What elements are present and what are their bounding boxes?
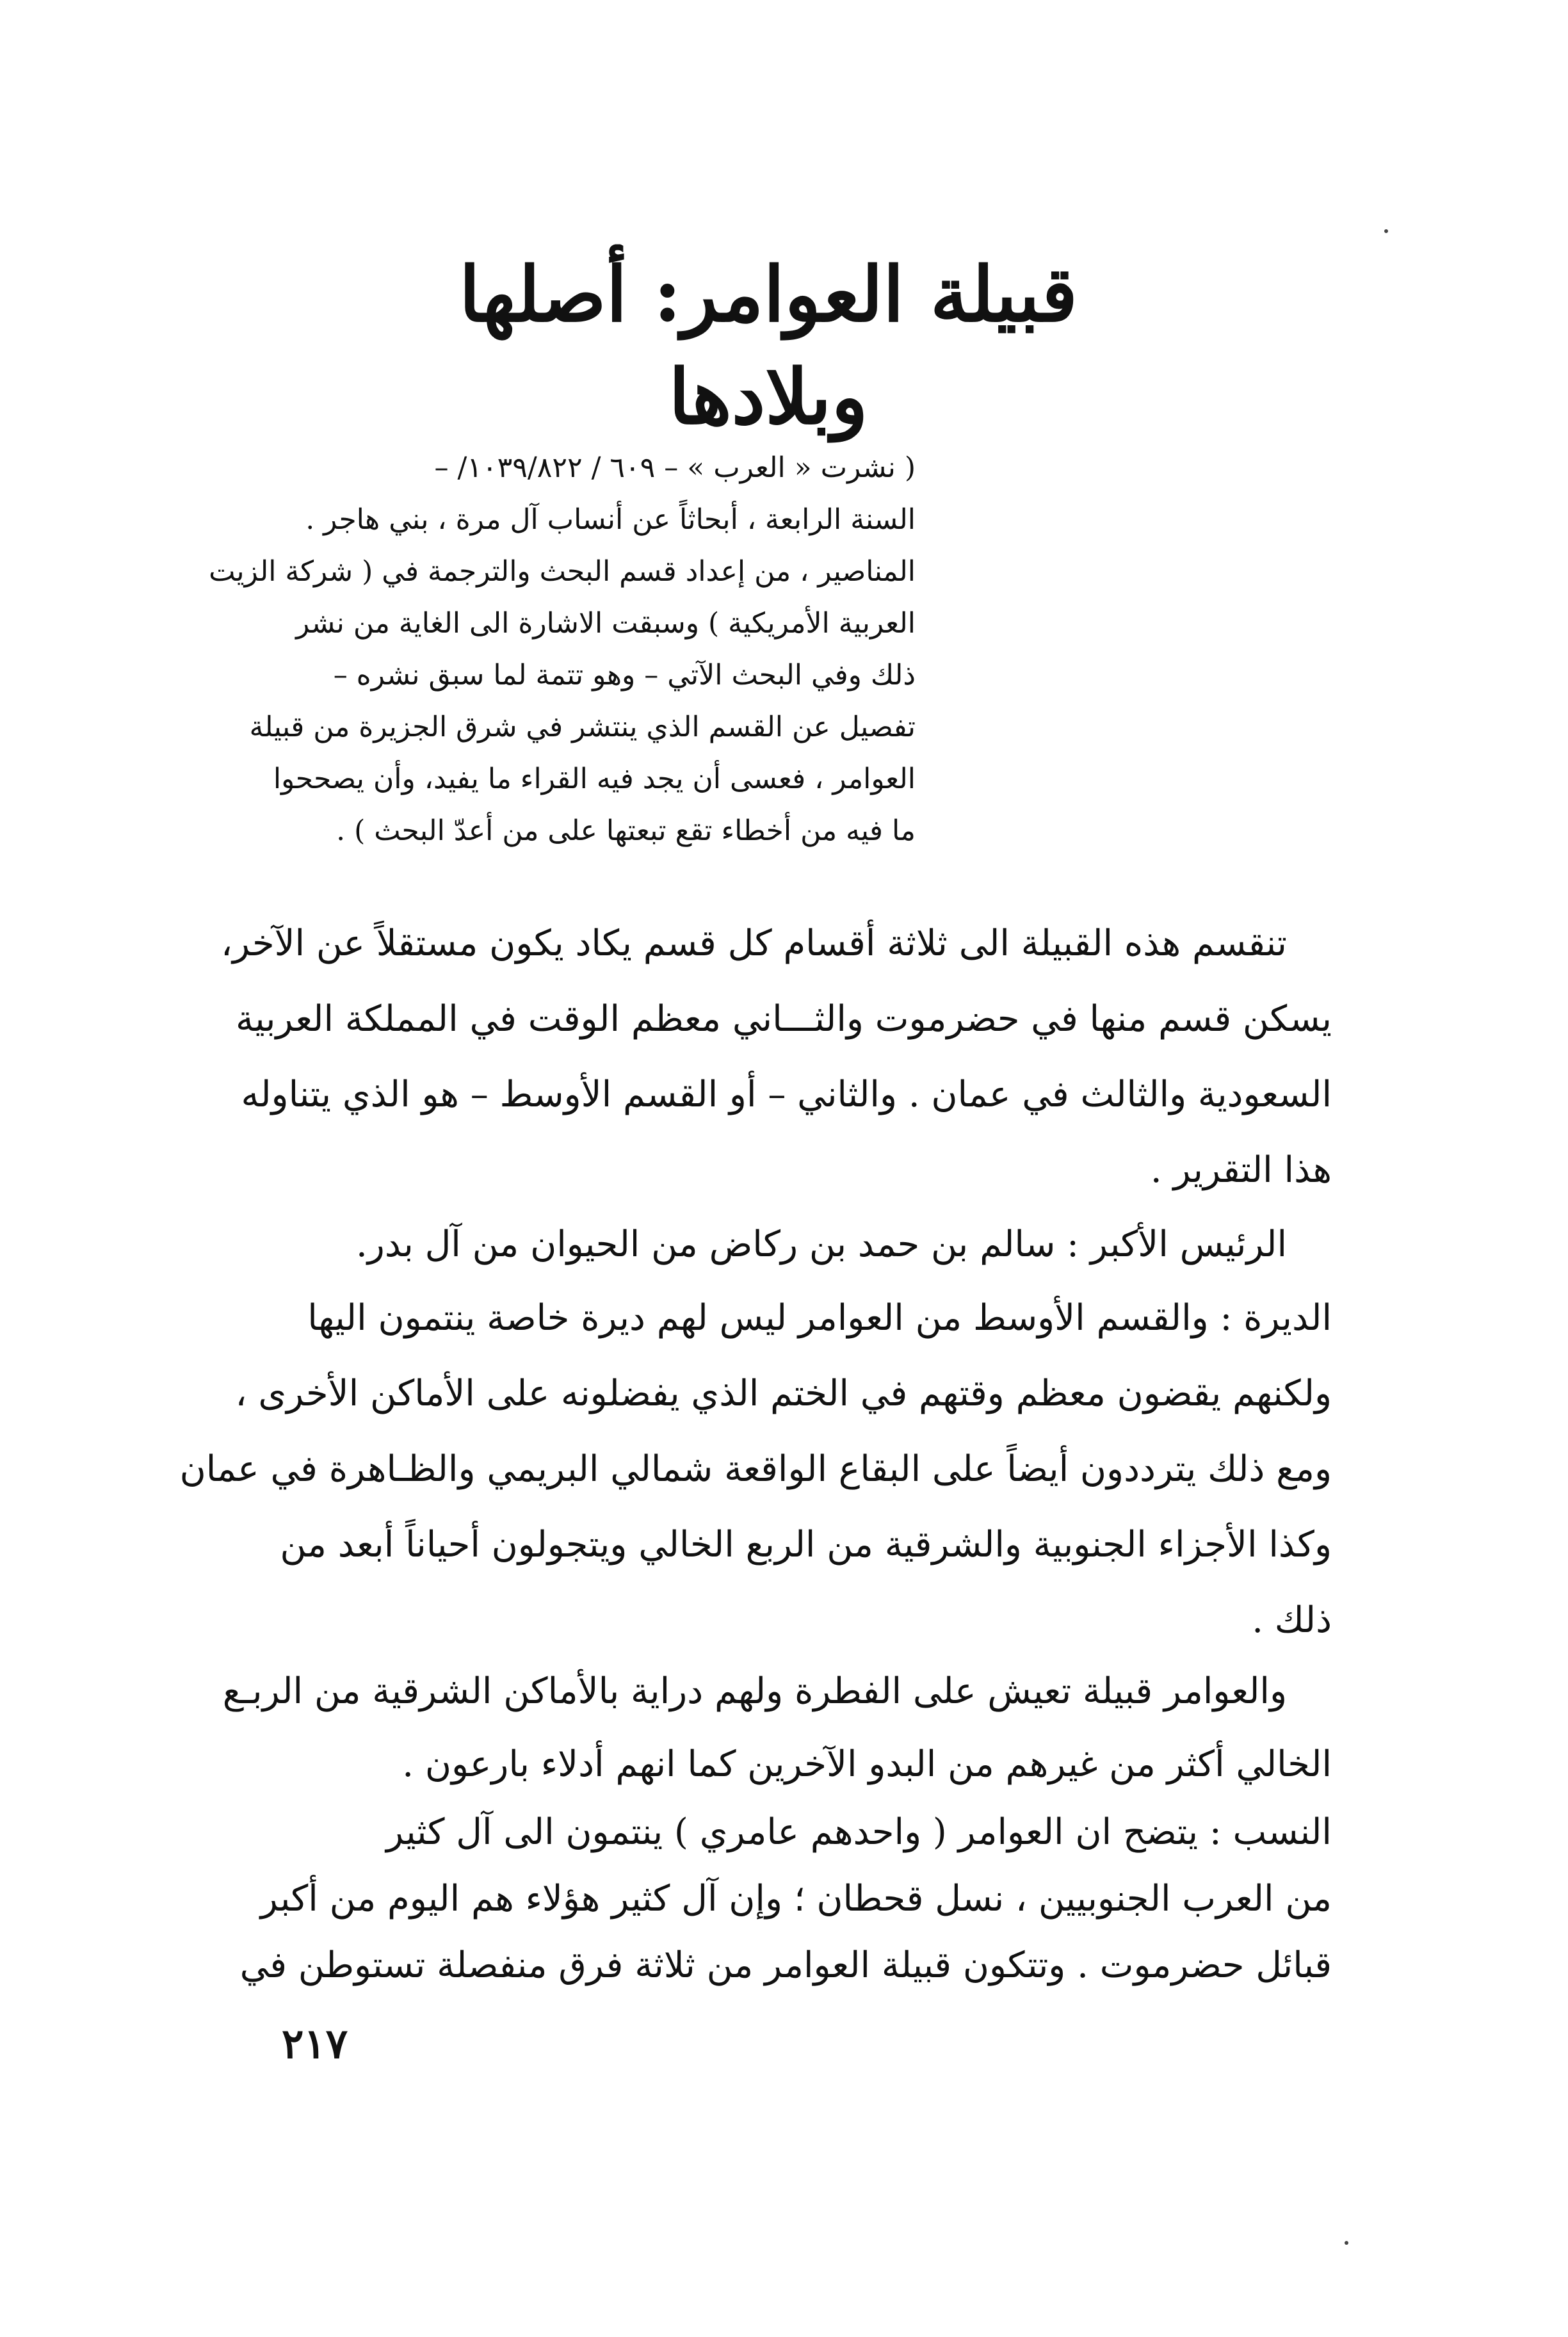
paragraph-line: الخالي أكثر من غيرهم من البدو الآخرين كما انهم أدلاء بارعون .: [402, 1743, 1332, 1785]
note-line: المناصير ، من إعداد قسم البحث والترجمة في ( شركة الزيت: [209, 555, 916, 588]
note-line: تفصيل عن القسم الذي ينتشر في شرق الجزيرة من قبيلة: [249, 711, 916, 743]
note-line: العوامر ، فعسى أن يجد فيه القراء ما يفيد، وأن يصححوا: [273, 763, 916, 795]
paragraph-line: النسب : يتضح ان العوامر ( واحدهم عامري ) ينتمون الى آل كثير: [386, 1811, 1332, 1853]
paragraph-line: الرئيس الأكبر : سالم بن حمد بن ركاض من الحيوان من آل بدر.: [355, 1224, 1287, 1265]
note-line: العربية الأمريكية ) وسبقت الاشارة الى الغاية من نشر: [296, 607, 916, 640]
scan-speck: [1384, 229, 1388, 233]
article-title: قبيلة العوامر: أصلها وبلادها: [459, 250, 1078, 441]
paragraph-line: ومع ذلك يترددون أيضاً على البقاع الواقعة شمالي البريمي والظـاهرة في عمان: [179, 1448, 1332, 1490]
paragraph-nature: [222, 1655, 1332, 1801]
paragraph-line: تنقسم هذه القبيلة الى ثلاثة أقسام كل قسم يكاد يكون مستقلاً عن الآخر،: [220, 923, 1287, 964]
page-number: ٢١٧: [282, 2020, 348, 2068]
paragraph-tribe-divisions: [220, 906, 1332, 1208]
note-line: ما فيه من أخطاء تقع تبعتها على من أعدّ البحث ) .: [336, 814, 916, 847]
note-line: ( نشرت « العرب » – ٦٠٩ / ١٠٣٩/٨٢٢/ –: [434, 451, 916, 484]
paragraph-line: هذا التقرير .: [1150, 1149, 1332, 1191]
paragraph-line: يسكن قسم منها في حضرموت والثـــاني معظم الوقت في المملكة العربية: [235, 998, 1332, 1040]
paragraph-line: السعودية والثالث في عمان . والثاني – أو القسم الأوسط – هو الذي يتناوله: [241, 1074, 1332, 1115]
paragraph-line: ذلك .: [1252, 1599, 1332, 1641]
paragraph-line: الديرة : والقسم الأوسط من العوامر ليس لهم ديرة خاصة ينتمون اليها: [307, 1297, 1332, 1339]
paragraph-lineage: [239, 1799, 1332, 1999]
paragraph-dira: [179, 1281, 1332, 1658]
paragraph-line: ولكنهم يقضون معظم وقتهم في الختم الذي يفضلونه على الأماكن الأخرى ،: [235, 1373, 1332, 1414]
paragraph-chief: [243, 1207, 1332, 1282]
note-line: ذلك وفي البحث الآتي – وهو تتمة لما سبق نشره –: [333, 659, 916, 691]
paragraph-line: والعوامر قبيلة تعيش على الفطرة ولهم دراية بالأماكن الشرقية من الربـع: [222, 1670, 1287, 1712]
note-line: السنة الرابعة ، أبحاثاً عن أنساب آل مرة ، بني هاجر .: [305, 503, 916, 536]
paragraph-line: من العرب الجنوبيين ، نسل قحطان ؛ وإن آل كثير هؤلاء هم اليوم من أكبر: [260, 1878, 1332, 1920]
paragraph-line: وكذا الأجزاء الجنوبية والشرقية من الربع الخالي ويتجولون أحياناً أبعد من: [280, 1524, 1332, 1565]
editorial-note: [209, 442, 916, 857]
scan-speck: [1345, 2241, 1348, 2245]
paragraph-line: قبائل حضرموت . وتتكون قبيلة العوامر من ثلاثة فرق منفصلة تستوطن في: [239, 1945, 1332, 1986]
